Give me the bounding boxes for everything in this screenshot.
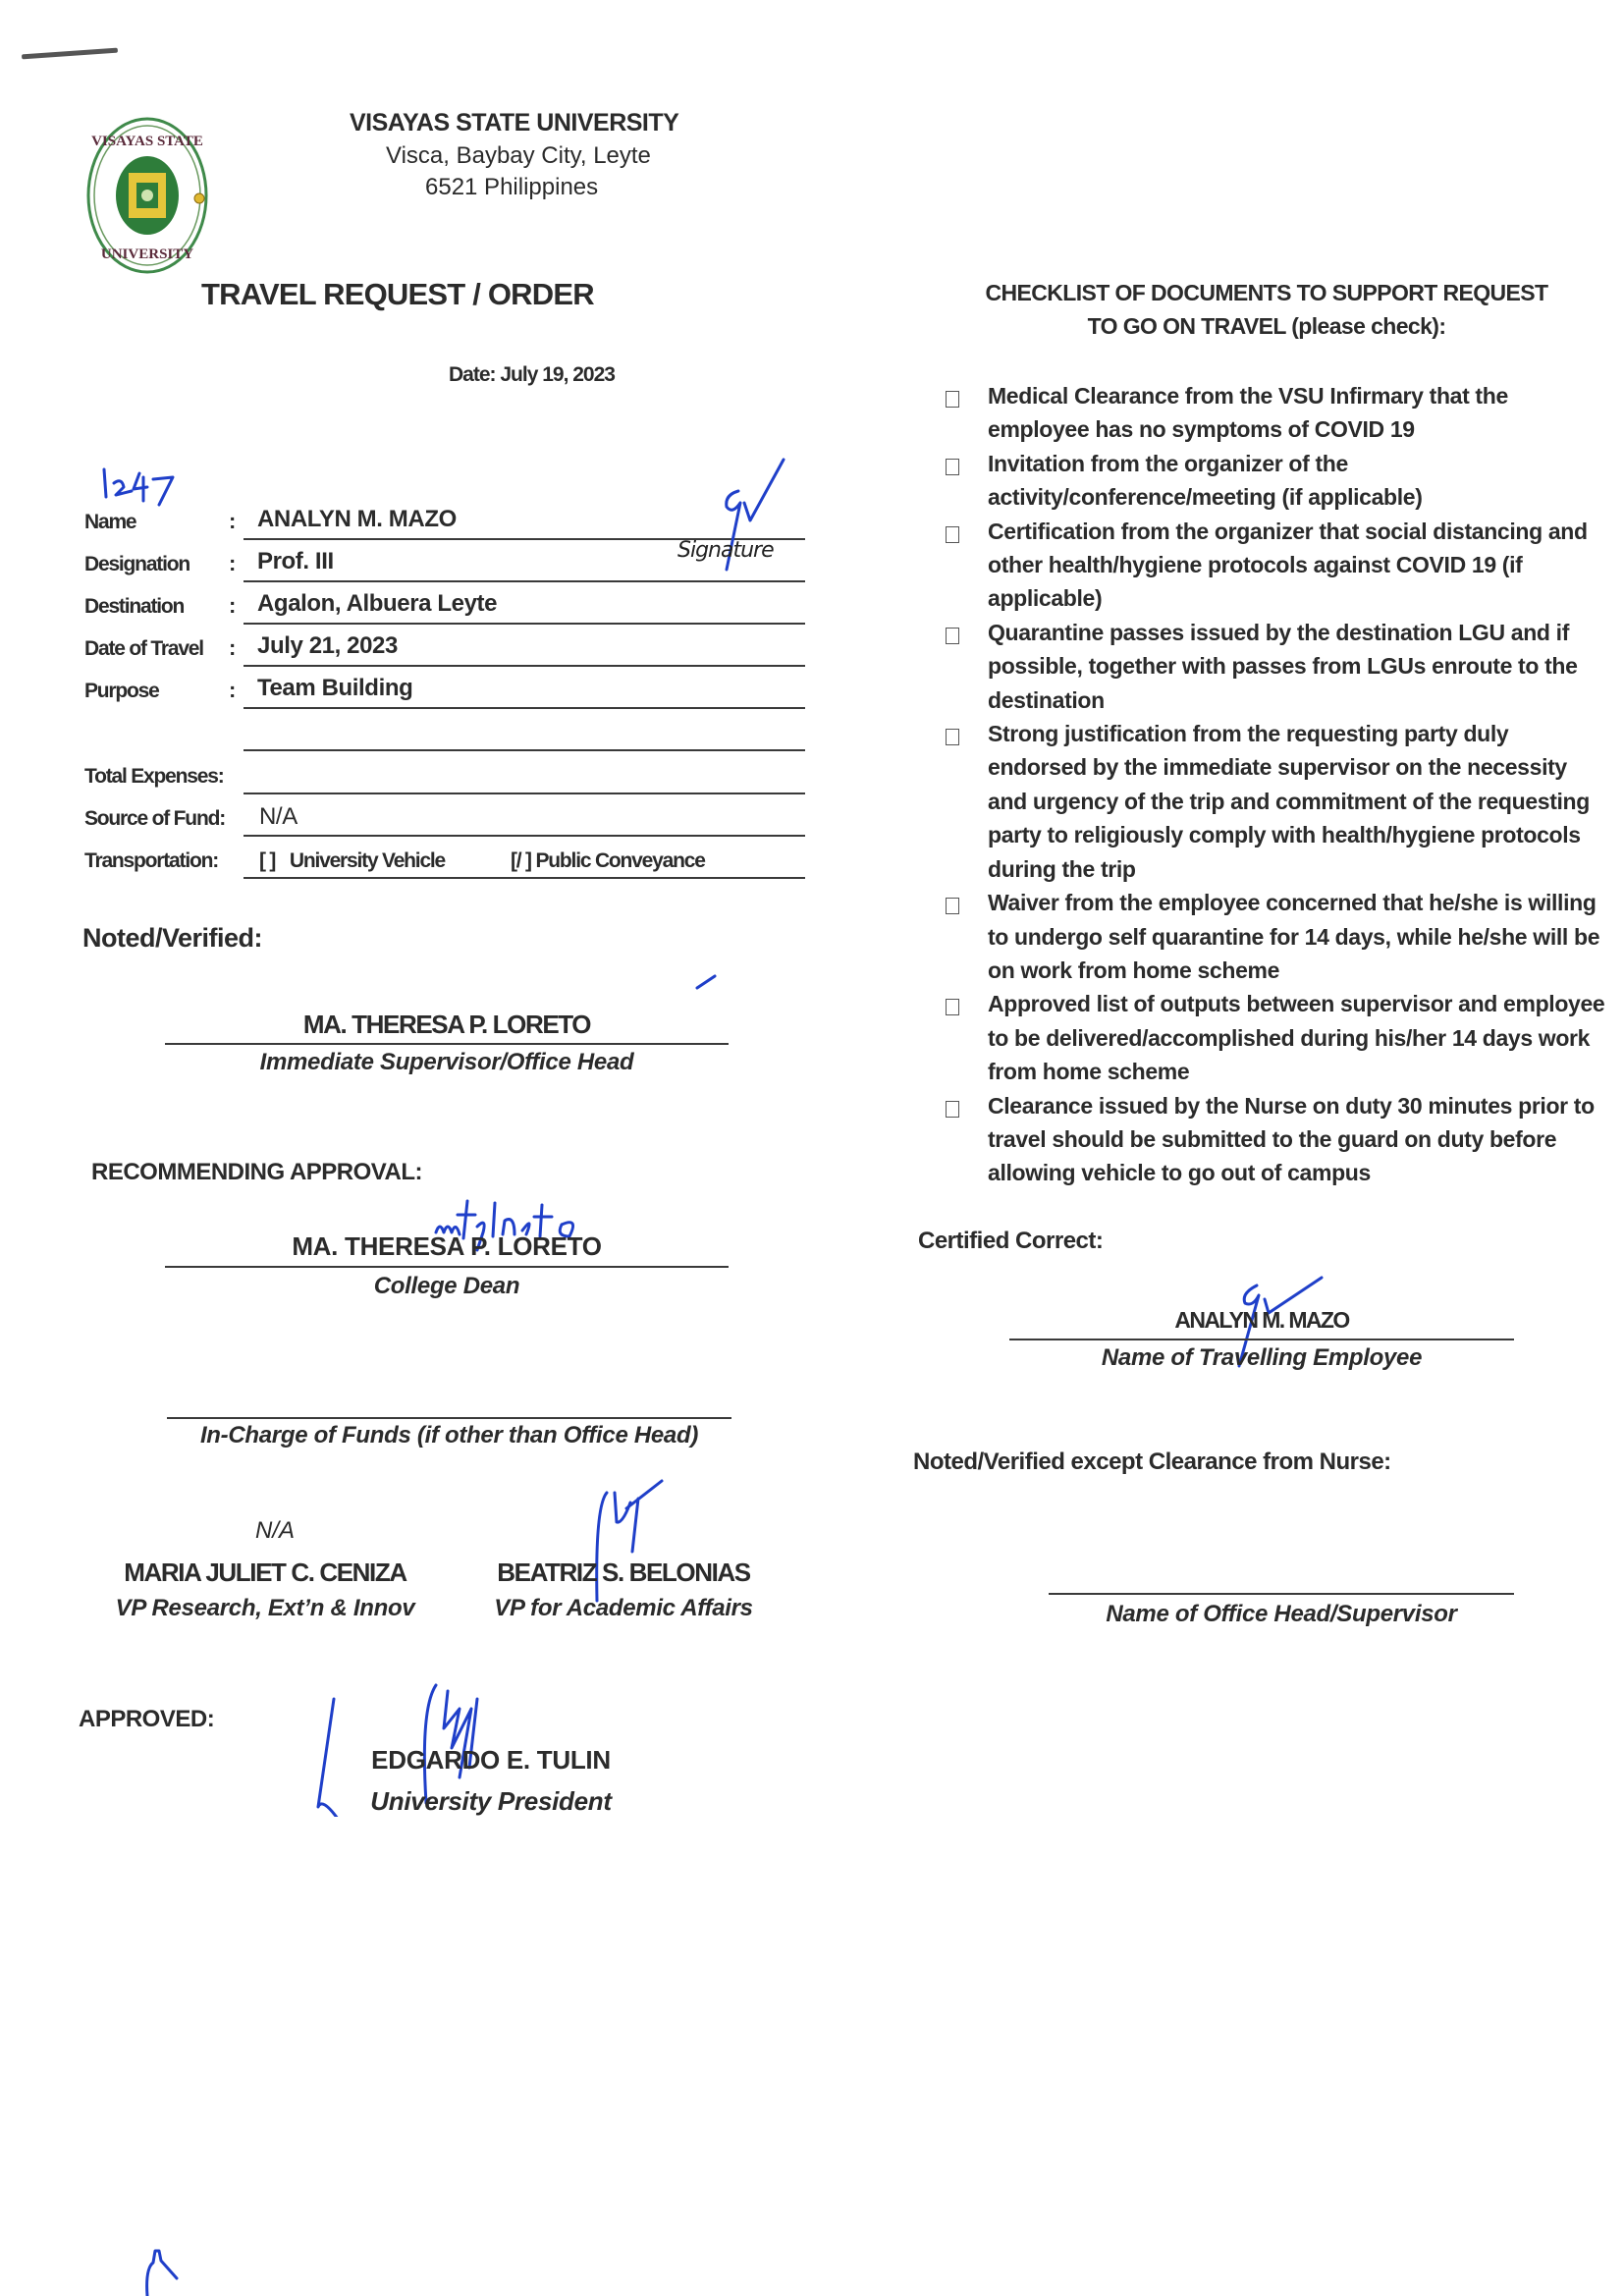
checklist-item-text: Quarantine passes issued by the destination LGU and if possible, together with passes from LGUs enroute to the destination — [988, 619, 1578, 713]
checkbox-icon[interactable] — [946, 459, 959, 475]
date-of-travel-underline — [244, 665, 805, 667]
total-expenses-underline — [244, 793, 805, 794]
stray-ink-mark — [137, 2239, 216, 2296]
checklist-heading-line1: CHECKLIST OF DOCUMENTS TO SUPPORT REQUEST — [985, 280, 1548, 305]
checklist-heading-line2: TO GO ON TRAVEL (please check): — [1087, 313, 1446, 339]
dean-signature-line — [165, 1266, 729, 1268]
office-head-signature-line — [1049, 1593, 1514, 1595]
vp-research-annotation: N/A — [255, 1517, 296, 1544]
purpose-underline-2 — [244, 749, 805, 751]
dean-name: MA. THERESA P. LORETO — [292, 1231, 602, 1261]
checkbox-icon[interactable] — [946, 628, 959, 644]
vp-academic-signature-icon — [560, 1463, 697, 1611]
designation-colon: : — [229, 551, 237, 575]
public-conveyance-label: Public Conveyance — [535, 849, 705, 872]
travelling-employee-name: ANALYN M. MAZO — [1174, 1307, 1349, 1333]
checklist-item-certification[interactable] — [943, 515, 1610, 616]
checkbox-icon[interactable] — [946, 898, 959, 914]
president-name: EDGARDO E. TULIN — [371, 1745, 611, 1775]
purpose-label: Purpose — [84, 680, 159, 702]
vp-research-title: VP Research, Ext’n & Innov — [115, 1595, 415, 1621]
public-conveyance-checkbox[interactable]: [/ ] — [511, 849, 531, 872]
name-colon: : — [229, 509, 237, 533]
document-date — [449, 363, 615, 387]
checkbox-icon[interactable] — [946, 526, 959, 543]
source-of-fund-label: Source of Fund: — [84, 807, 225, 830]
recommending-approval-heading: RECOMMENDING APPROVAL: — [91, 1159, 422, 1185]
date-of-travel-colon: : — [229, 635, 237, 660]
dean-title: College Dean — [373, 1273, 520, 1299]
checklist-item-text: Clearance issued by the Nurse on duty 30 minutes prior to travel should be submitted to the guard on duty before allowing vehicle to go out of campus — [988, 1092, 1595, 1186]
checklist-item-medical-clearance[interactable] — [943, 379, 1610, 447]
checklist-item-waiver[interactable] — [943, 886, 1610, 987]
checkbox-icon[interactable] — [946, 1101, 959, 1118]
university-name: VISAYAS STATE UNIVERSITY — [350, 109, 679, 137]
travelling-employee-title: Name of Travelling Employee — [1101, 1344, 1423, 1371]
checklist-item-text: Medical Clearance from the VSU Infirmary that the employee has no symptoms of COVID 19 — [988, 383, 1508, 443]
vp-academic-title: VP for Academic Affairs — [494, 1595, 753, 1621]
president-title: University President — [370, 1786, 612, 1816]
designation-value[interactable]: Prof. III — [257, 548, 334, 574]
approved-heading: APPROVED: — [79, 1706, 215, 1732]
date-value: July 19, 2023 — [500, 363, 615, 386]
checklist-item-text: Waiver from the employee concerned that he/she is willing to undergo self quarantine for 14 days, while he/she will be on work from home scheme — [988, 890, 1600, 983]
checklist-item-text: Approved list of outputs between supervisor and employee to be delivered/accomplished during his/her 14 days work from home scheme — [988, 991, 1605, 1085]
purpose-underline — [244, 707, 805, 709]
name-value[interactable]: ANALYN M. MAZO — [257, 506, 457, 532]
university-address-line1: Visca, Baybay City, Leyte — [386, 142, 651, 169]
supervisor-signature-line — [165, 1043, 729, 1045]
checklist-item-text: Strong justification from the requesting party duly endorsed by the immediate supervisor on the necessity and urgency of the trip and commitment of the requesting party to religiously comply with health/hygiene protocols during the trip — [988, 721, 1590, 882]
transportation-underline — [244, 877, 805, 879]
purpose-value[interactable]: Team Building — [257, 675, 413, 701]
university-vehicle-label: University Vehicle — [289, 849, 446, 872]
signature-annotation: Signature — [677, 538, 774, 563]
checkbox-icon[interactable] — [946, 999, 959, 1015]
checklist — [943, 379, 1610, 1190]
checklist-item-nurse-clearance[interactable] — [943, 1089, 1610, 1190]
checkbox-icon[interactable] — [946, 729, 959, 745]
travelling-employee-signature-line — [1009, 1339, 1514, 1340]
university-seal-icon — [85, 116, 209, 275]
date-of-travel-value[interactable]: July 21, 2023 — [257, 632, 398, 659]
svg-text:UNIVERSITY: UNIVERSITY — [100, 246, 194, 262]
destination-underline — [244, 623, 805, 625]
designation-underline — [244, 580, 805, 582]
noted-verified-heading: Noted/Verified: — [82, 923, 263, 953]
handwritten-number-1247 — [98, 462, 187, 511]
supervisor-title: Immediate Supervisor/Office Head — [259, 1049, 634, 1075]
purpose-colon: : — [229, 678, 237, 702]
university-address-line2: 6521 Philippines — [425, 174, 599, 200]
document-title: TRAVEL REQUEST / ORDER — [201, 277, 594, 311]
destination-colon: : — [229, 593, 237, 618]
source-of-fund-value[interactable]: N/A — [259, 803, 298, 830]
checkbox-icon[interactable] — [946, 391, 959, 408]
destination-value[interactable]: Agalon, Albuera Leyte — [257, 590, 498, 617]
date-label: Date: — [449, 363, 496, 386]
funds-in-charge-title: In-Charge of Funds (if other than Office Head) — [199, 1422, 699, 1449]
checklist-item-quarantine-passes[interactable] — [943, 616, 1610, 717]
svg-text:VISAYAS STATE: VISAYAS STATE — [91, 134, 203, 149]
destination-label: Destination — [84, 595, 185, 618]
total-expenses-label: Total Expenses: — [84, 765, 224, 788]
vp-academic-name: BEATRIZ S. BELONIAS — [497, 1558, 750, 1587]
date-of-travel-label: Date of Travel — [84, 637, 203, 660]
checklist-item-justification[interactable] — [943, 717, 1610, 886]
designation-label: Designation — [84, 553, 189, 575]
certified-correct-heading: Certified Correct: — [918, 1228, 1104, 1254]
transportation-label: Transportation: — [84, 849, 219, 872]
transport-option-university-vehicle[interactable] — [259, 849, 445, 873]
supervisor-mark-icon — [693, 972, 723, 992]
checklist-item-text: Invitation from the organizer of the activity/conference/meeting (if applicable) — [988, 450, 1423, 511]
transport-option-public-conveyance[interactable] — [511, 849, 705, 873]
checklist-item-text: Certification from the organizer that social distancing and other health/hygiene protocols against COVID 19 (if applicable) — [988, 518, 1588, 612]
checklist-item-outputs-list[interactable] — [943, 987, 1610, 1088]
name-label: Name — [84, 511, 136, 533]
checklist-item-invitation[interactable] — [943, 447, 1610, 515]
funds-in-charge-signature-line — [167, 1417, 731, 1419]
university-vehicle-checkbox[interactable]: [ ] — [259, 849, 276, 872]
supervisor-name: MA. THERESA P. LORETO — [302, 1010, 591, 1039]
staple-mark — [22, 48, 118, 60]
office-head-title: Name of Office Head/Supervisor — [1106, 1601, 1457, 1627]
source-of-fund-underline — [244, 835, 805, 837]
noted-verified-except-nurse-heading: Noted/Verified except Clearance from Nurse: — [913, 1449, 1391, 1475]
vp-research-name: MARIA JULIET C. CENIZA — [124, 1558, 406, 1587]
